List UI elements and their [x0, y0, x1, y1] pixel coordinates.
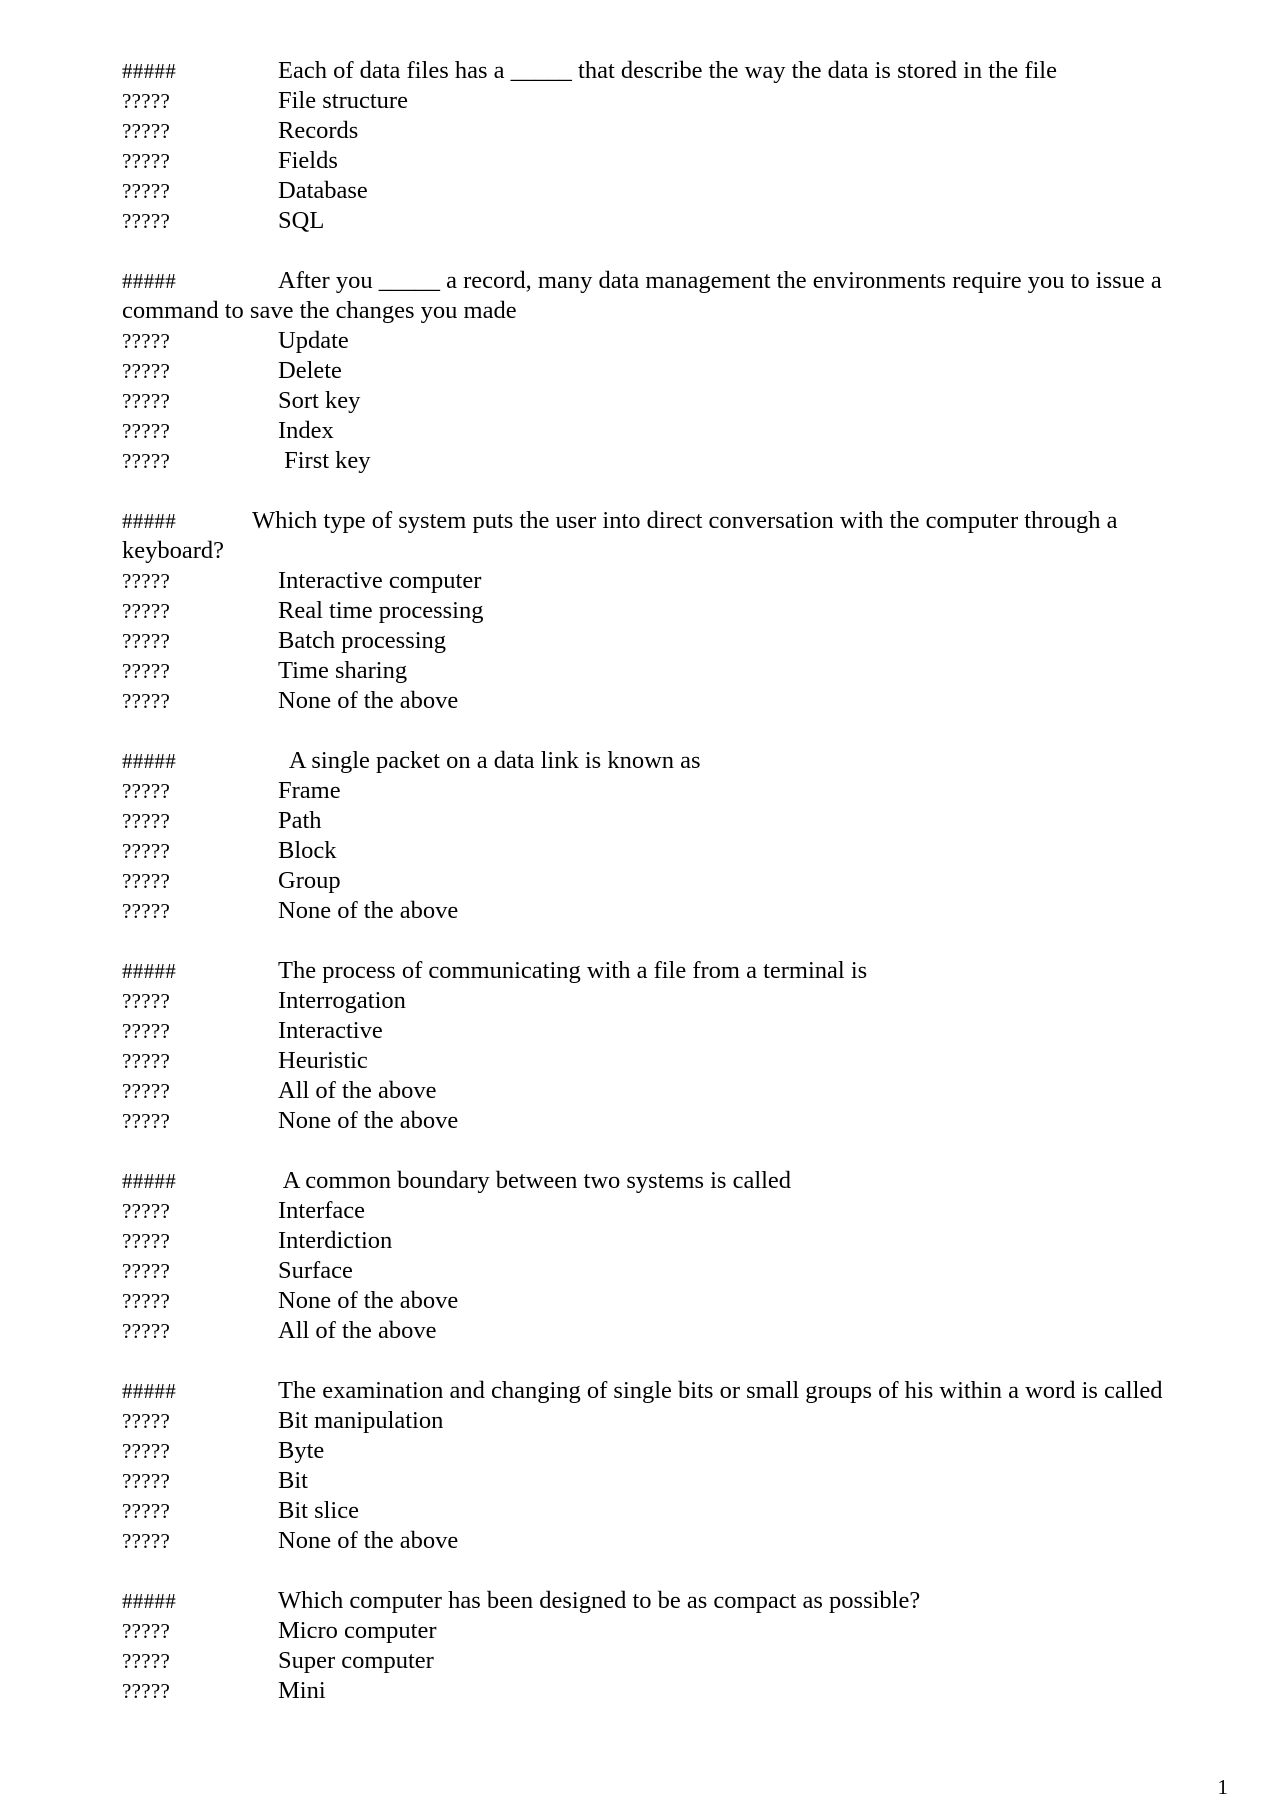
- option-text: None of the above: [278, 1527, 459, 1554]
- option-marker: ?????: [122, 1259, 171, 1283]
- question-line: [122, 506, 1218, 566]
- option-line: [122, 1046, 1218, 1076]
- option-marker: ?????: [122, 1649, 171, 1673]
- option-line: [122, 146, 1218, 176]
- option-line: [122, 176, 1218, 206]
- option-marker: ?????: [122, 1019, 171, 1043]
- question-marker: #####: [122, 959, 176, 983]
- option-text: All of the above: [278, 1317, 437, 1344]
- option-text: All of the above: [278, 1077, 437, 1104]
- question-text: A common boundary between two systems is called: [278, 1167, 792, 1194]
- option-marker: ?????: [122, 209, 171, 233]
- question-marker: #####: [122, 1169, 176, 1193]
- option-text: Byte: [278, 1437, 325, 1464]
- option-marker: ?????: [122, 1289, 171, 1313]
- option-marker: ?????: [122, 149, 171, 173]
- option-text: Records: [278, 117, 359, 144]
- option-text: Heuristic: [278, 1047, 368, 1074]
- option-text: Interactive computer: [278, 567, 482, 594]
- option-text: Path: [278, 807, 322, 834]
- question-block: [122, 56, 1218, 236]
- option-marker: ?????: [122, 1229, 171, 1253]
- question-marker: #####: [122, 269, 176, 293]
- option-text: Interactive: [278, 1017, 383, 1044]
- option-text: File structure: [278, 87, 408, 114]
- question-block: [122, 1376, 1218, 1556]
- option-text: Sort key: [278, 387, 361, 414]
- option-marker: ?????: [122, 329, 171, 353]
- option-line: [122, 656, 1218, 686]
- option-line: [122, 896, 1218, 926]
- option-text: Update: [278, 327, 349, 354]
- question-line: [122, 56, 1218, 86]
- option-line: [122, 1196, 1218, 1226]
- question-block: [122, 746, 1218, 926]
- question-line: [122, 1376, 1218, 1406]
- question-block: [122, 266, 1218, 476]
- question-line: [122, 1166, 1218, 1196]
- option-marker: ?????: [122, 419, 171, 443]
- question-block: [122, 1166, 1218, 1346]
- option-text: Micro computer: [278, 1617, 437, 1644]
- option-text: Interdiction: [278, 1227, 393, 1254]
- option-marker: ?????: [122, 1499, 171, 1523]
- option-marker: ?????: [122, 869, 171, 893]
- option-line: [122, 776, 1218, 806]
- option-text: Bit slice: [278, 1497, 359, 1524]
- option-line: [122, 416, 1218, 446]
- option-line: [122, 116, 1218, 146]
- option-text: Super computer: [278, 1647, 434, 1674]
- option-line: [122, 1016, 1218, 1046]
- option-text: Bit: [278, 1467, 308, 1494]
- option-text: Database: [278, 177, 368, 204]
- option-line: [122, 1676, 1218, 1706]
- question-marker: #####: [122, 1589, 176, 1613]
- option-line: [122, 356, 1218, 386]
- option-text: Real time processing: [278, 597, 484, 624]
- question-text: The process of communicating with a file from a terminal is: [278, 957, 868, 984]
- question-text: Which type of system puts the user into direct conversation with the computer through a keyboard?: [122, 507, 1118, 564]
- option-text: None of the above: [278, 687, 459, 714]
- question-line: [122, 956, 1218, 986]
- question-block: [122, 956, 1218, 1136]
- option-line: [122, 1316, 1218, 1346]
- question-marker: #####: [122, 749, 176, 773]
- option-text: Batch processing: [278, 627, 447, 654]
- option-line: [122, 326, 1218, 356]
- option-line: [122, 596, 1218, 626]
- option-line: [122, 86, 1218, 116]
- option-marker: ?????: [122, 689, 171, 713]
- option-line: [122, 566, 1218, 596]
- option-marker: ?????: [122, 839, 171, 863]
- option-line: [122, 1436, 1218, 1466]
- option-text: None of the above: [278, 1107, 459, 1134]
- option-line: [122, 836, 1218, 866]
- option-line: [122, 1526, 1218, 1556]
- option-text: SQL: [278, 207, 325, 234]
- option-text: Surface: [278, 1257, 353, 1284]
- option-text: Time sharing: [278, 657, 408, 684]
- option-text: Interface: [278, 1197, 366, 1224]
- option-text: First key: [278, 447, 371, 474]
- option-marker: ?????: [122, 899, 171, 923]
- option-line: [122, 1646, 1218, 1676]
- question-line: [122, 746, 1218, 776]
- option-marker: ?????: [122, 449, 171, 473]
- option-marker: ?????: [122, 89, 171, 113]
- option-marker: ?????: [122, 1439, 171, 1463]
- option-text: Index: [278, 417, 334, 444]
- option-line: [122, 1106, 1218, 1136]
- option-marker: ?????: [122, 179, 171, 203]
- option-text: Delete: [278, 357, 342, 384]
- question-text: The examination and changing of single bits or small groups of his within a word is called: [278, 1377, 1163, 1404]
- option-marker: ?????: [122, 1319, 171, 1343]
- option-marker: ?????: [122, 1199, 171, 1223]
- option-line: [122, 1466, 1218, 1496]
- option-text: None of the above: [278, 1287, 459, 1314]
- option-marker: ?????: [122, 359, 171, 383]
- question-marker: #####: [122, 509, 176, 533]
- option-text: None of the above: [278, 897, 459, 924]
- option-marker: ?????: [122, 389, 171, 413]
- question-block: [122, 506, 1218, 716]
- option-marker: ?????: [122, 1409, 171, 1433]
- option-marker: ?????: [122, 779, 171, 803]
- option-line: [122, 1076, 1218, 1106]
- option-line: [122, 1286, 1218, 1316]
- question-line: [122, 1586, 1218, 1616]
- option-line: [122, 986, 1218, 1016]
- option-line: [122, 1226, 1218, 1256]
- question-block: [122, 1586, 1218, 1706]
- option-marker: ?????: [122, 1529, 171, 1553]
- option-line: [122, 866, 1218, 896]
- option-marker: ?????: [122, 1109, 171, 1133]
- question-list: [122, 56, 1218, 1736]
- option-line: [122, 1256, 1218, 1286]
- option-marker: ?????: [122, 809, 171, 833]
- option-line: [122, 626, 1218, 656]
- option-marker: ?????: [122, 1049, 171, 1073]
- option-line: [122, 386, 1218, 416]
- question-text: A single packet on a data link is known as: [278, 747, 701, 774]
- option-line: [122, 206, 1218, 236]
- option-marker: ?????: [122, 569, 171, 593]
- option-marker: ?????: [122, 659, 171, 683]
- option-marker: ?????: [122, 119, 171, 143]
- option-line: [122, 1496, 1218, 1526]
- option-text: Fields: [278, 147, 338, 174]
- option-marker: ?????: [122, 599, 171, 623]
- option-marker: ?????: [122, 629, 171, 653]
- option-marker: ?????: [122, 1619, 171, 1643]
- option-text: Bit manipulation: [278, 1407, 444, 1434]
- option-marker: ?????: [122, 1469, 171, 1493]
- option-line: [122, 806, 1218, 836]
- option-text: Block: [278, 837, 337, 864]
- question-marker: #####: [122, 1379, 176, 1403]
- option-marker: ?????: [122, 1679, 171, 1703]
- question-text: After you _____ a record, many data management the environments require you to issue a command to save the changes you made: [122, 267, 1162, 324]
- option-marker: ?????: [122, 989, 171, 1013]
- question-marker: #####: [122, 59, 176, 83]
- option-line: [122, 1616, 1218, 1646]
- option-text: Group: [278, 867, 341, 894]
- question-line: [122, 266, 1218, 326]
- option-marker: ?????: [122, 1079, 171, 1103]
- option-line: [122, 446, 1218, 476]
- option-line: [122, 1406, 1218, 1436]
- question-text: Each of data files has a _____ that describe the way the data is stored in the file: [278, 57, 1057, 84]
- option-text: Mini: [278, 1677, 326, 1704]
- option-text: Frame: [278, 777, 341, 804]
- option-text: Interrogation: [278, 987, 406, 1014]
- question-text: Which computer has been designed to be as compact as possible?: [278, 1587, 921, 1614]
- page-number: 1: [1217, 1775, 1228, 1799]
- option-line: [122, 686, 1218, 716]
